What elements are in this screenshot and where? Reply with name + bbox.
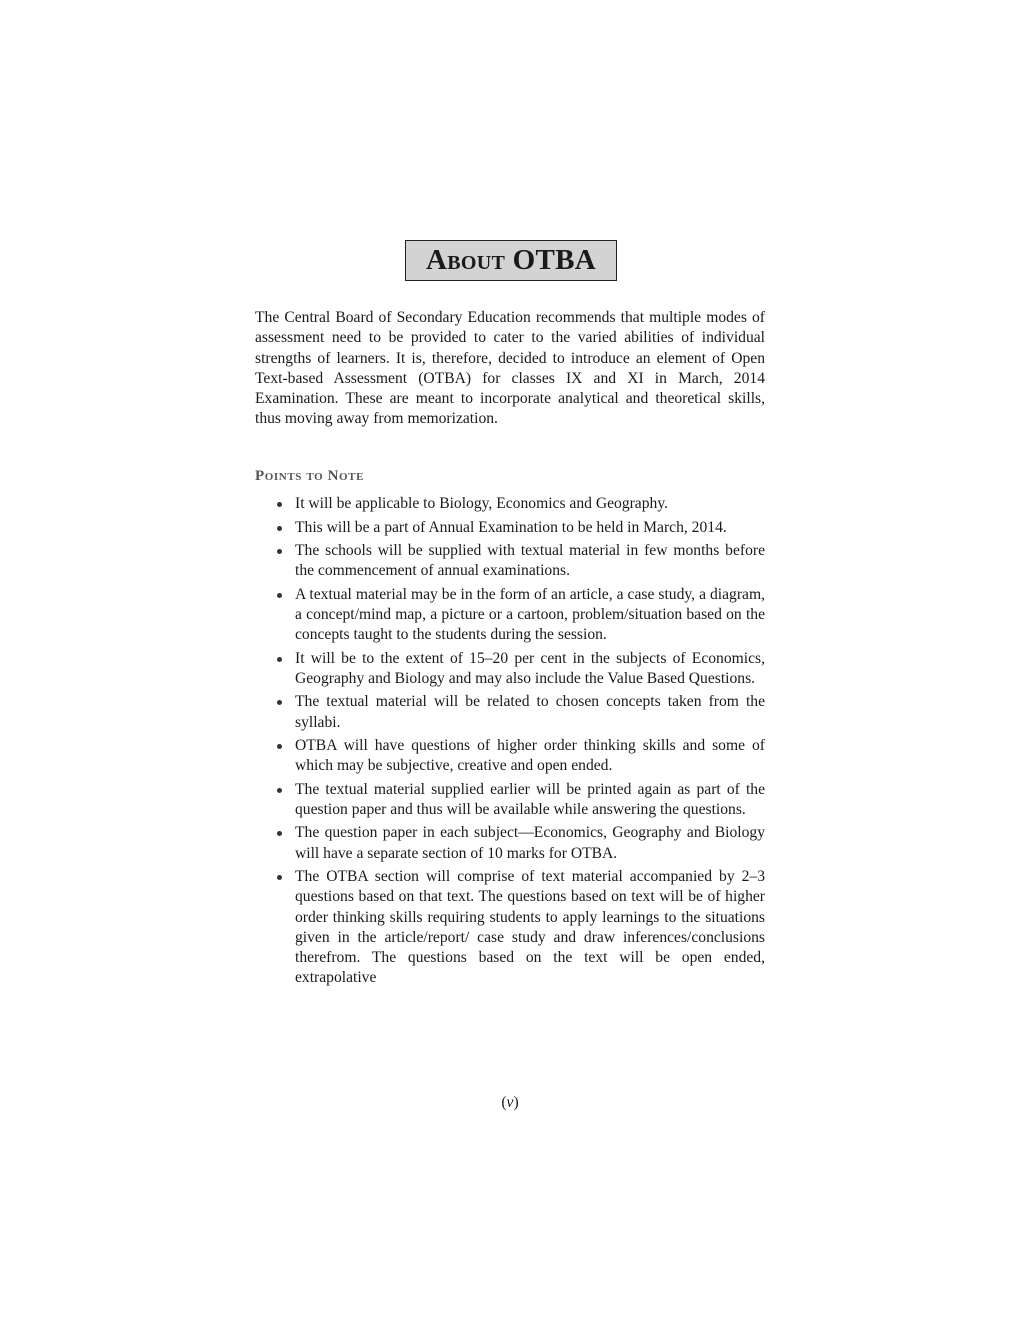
list-item-text: A textual material may be in the form of an article, a case study, a diagram, a concept/mind map, a picture or a cartoon, problem/situation based on the concepts taught to the students during the session. bbox=[295, 585, 765, 644]
page-number-value: v bbox=[506, 1094, 514, 1111]
list-item-text: The textual material supplied earlier will be printed again as part of the question paper and thus will be available while answering the questions. bbox=[295, 780, 765, 818]
bullet-icon bbox=[277, 549, 282, 554]
list-item bbox=[255, 823, 765, 863]
page-number bbox=[0, 1094, 1020, 1112]
page-number-open: ( bbox=[501, 1094, 507, 1111]
list-item-text: This will be a part of Annual Examination to be held in March, 2014. bbox=[295, 518, 727, 536]
list-item bbox=[255, 585, 765, 646]
section-heading: Points to Note bbox=[255, 468, 365, 484]
list-item-text: It will be applicable to Biology, Economics and Geography. bbox=[295, 495, 669, 512]
bullet-icon bbox=[277, 831, 282, 836]
bullet-icon bbox=[277, 657, 282, 662]
intro-paragraph: The Central Board of Secondary Education recommends that multiple modes of assessment need to be provided to cater to the varied abilities of individual strengths of learners. It is, therefore, decided to introduce an element of Open Text-based Assessment (OTBA) for classes IX and XI in March, 2014 Examination. These are meant to incorporate analytical and theoretical skills, thus moving away from memorization. bbox=[255, 309, 765, 428]
bullet-icon bbox=[277, 700, 282, 705]
list-item bbox=[255, 518, 765, 538]
list-item-text: The question paper in each subject—Economics, Geography and Biology will have a separate section of 10 marks for OTBA. bbox=[295, 824, 765, 862]
list-item bbox=[255, 780, 765, 820]
page-title: About OTBA bbox=[405, 240, 617, 281]
bullet-icon bbox=[277, 788, 282, 793]
list-item bbox=[255, 692, 765, 732]
list-item-text: The schools will be supplied with textual material in few months before the commencement of annual examinations. bbox=[295, 542, 765, 580]
bullet-icon bbox=[277, 875, 282, 880]
bullet-icon bbox=[277, 502, 282, 507]
list-item-text: OTBA will have questions of higher order thinking skills and some of which may be subjective, creative and open ended. bbox=[295, 737, 765, 775]
list-item bbox=[255, 736, 765, 776]
list-item-text: It will be to the extent of 15–20 per cent in the subjects of Economics, Geography and Biology and may also include the Value Based Questions. bbox=[295, 649, 765, 687]
bullet-icon bbox=[277, 744, 282, 749]
list-item bbox=[255, 649, 765, 689]
bullet-icon bbox=[277, 526, 282, 531]
page-number-close: ) bbox=[513, 1094, 519, 1111]
list-item bbox=[255, 541, 765, 581]
list-item bbox=[255, 494, 765, 514]
points-list bbox=[255, 494, 765, 992]
list-item bbox=[255, 867, 765, 988]
list-item-text: The OTBA section will comprise of text material accompanied by 2–3 questions based on that text. The questions based on text will be of higher order thinking skills requiring students to apply learnings to the situations given in the article/report/ case study and draw inferences/conclusions therefrom. The questions based on the text will be open ended, extrapolative bbox=[295, 868, 765, 987]
bullet-icon bbox=[277, 593, 282, 598]
list-item-text: The textual material will be related to chosen concepts taken from the syllabi. bbox=[295, 693, 765, 731]
